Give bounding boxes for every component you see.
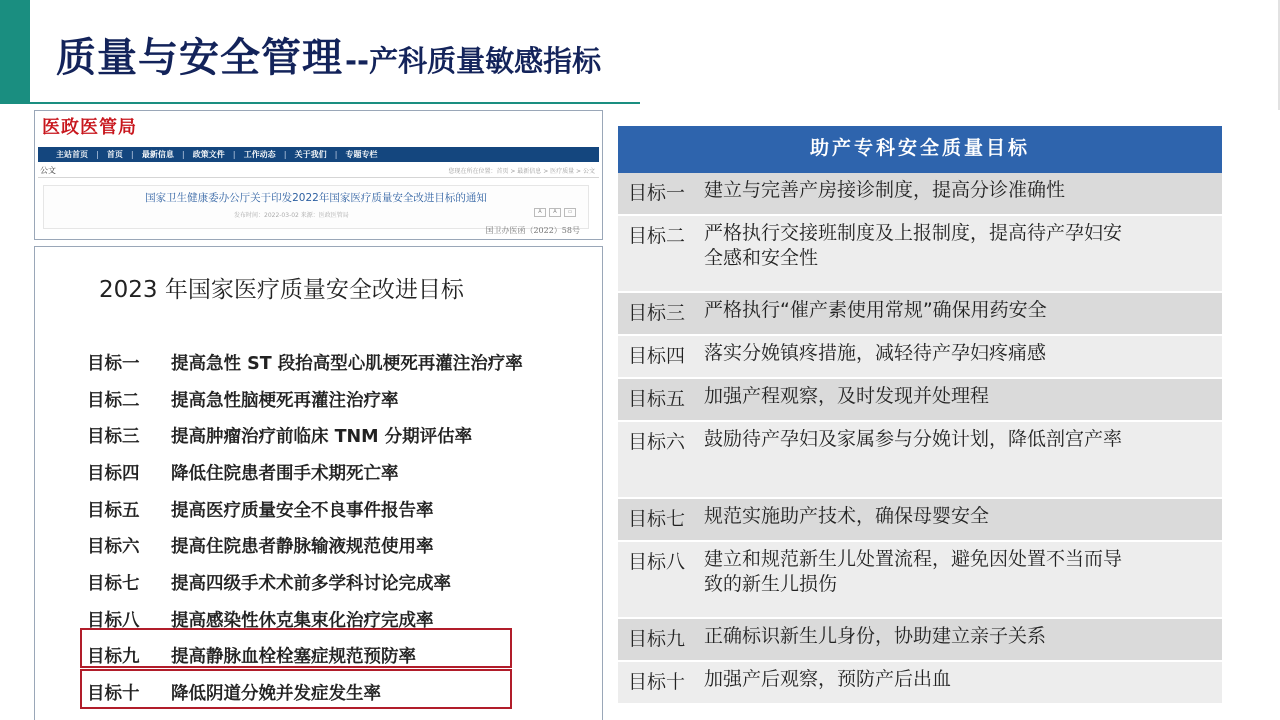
row-label: 目标五 bbox=[628, 388, 686, 410]
highlight-box-goal-9 bbox=[80, 628, 512, 668]
row-text: 严格执行交接班制度及上报制度，提高待产孕妇安全感和安全性 bbox=[704, 222, 1123, 269]
title-main: 质量与安全管理 bbox=[56, 35, 343, 81]
row-label: 目标六 bbox=[628, 431, 686, 453]
row-text: 正确标识新生儿身份，协助建立亲子关系 bbox=[704, 625, 1047, 647]
row-text: 建立和规范新生儿处置流程，避免因处置不当而导致的新生儿损伤 bbox=[704, 548, 1123, 595]
table-row bbox=[618, 542, 1222, 619]
goal-label: 目标十 bbox=[87, 684, 140, 705]
font-large-icon[interactable]: A bbox=[549, 208, 561, 217]
nav-item[interactable]: 专题专栏 bbox=[345, 150, 378, 159]
site-logo: 医政医管局 bbox=[42, 117, 137, 138]
nav-item[interactable]: 最新信息 bbox=[141, 150, 174, 159]
list-item bbox=[87, 381, 523, 418]
highlight-box-goal-10 bbox=[80, 669, 512, 709]
table-row bbox=[618, 619, 1222, 662]
site-breadcrumb-bar bbox=[38, 164, 599, 178]
website-screenshot bbox=[34, 110, 603, 240]
row-text: 加强产后观察，预防产后出血 bbox=[704, 668, 952, 690]
font-size-controls bbox=[534, 208, 576, 217]
print-icon[interactable]: ▭ bbox=[564, 208, 576, 217]
table-header: 助产专科安全质量目标 bbox=[618, 126, 1222, 173]
goal-text: 提高四级手术术前多学科讨论完成率 bbox=[171, 573, 451, 594]
notice-box bbox=[43, 185, 589, 229]
list-item bbox=[87, 417, 523, 454]
list-item bbox=[87, 564, 523, 601]
goal-label: 目标九 bbox=[87, 647, 140, 668]
accent-bar bbox=[0, 0, 30, 104]
table-row bbox=[618, 499, 1222, 542]
table-row bbox=[618, 662, 1222, 705]
goal-label: 目标四 bbox=[87, 463, 140, 484]
font-small-icon[interactable]: A bbox=[534, 208, 546, 217]
goal-text: 降低住院患者围手术期死亡率 bbox=[171, 463, 399, 484]
goal-label: 目标一 bbox=[87, 353, 140, 374]
goal-text: 提高急性 ST 段抬高型心肌梗死再灌注治疗率 bbox=[171, 353, 523, 374]
row-label: 目标十 bbox=[628, 671, 686, 693]
goal-label: 目标三 bbox=[87, 427, 140, 448]
row-text: 落实分娩镇疼措施，减轻待产孕妇疼痛感 bbox=[704, 342, 1047, 364]
table-row bbox=[618, 173, 1222, 216]
row-label: 目标一 bbox=[628, 182, 686, 204]
site-nav: 主站首页 | 首页 | 最新信息 | 政策文件 | 工作动态 | 关于我们 | 专题专栏 bbox=[38, 147, 599, 162]
list-item bbox=[87, 454, 523, 491]
notice-title[interactable]: 国家卫生健康委办公厅关于印发2022年国家医疗质量安全改进目标的通知 bbox=[145, 192, 487, 204]
slide-title bbox=[56, 26, 601, 82]
row-text: 规范实施助产技术，确保母婴安全 bbox=[704, 505, 990, 527]
site-section-label: 公文 bbox=[40, 166, 56, 175]
nav-item[interactable]: 关于我们 bbox=[294, 150, 327, 159]
goal-text: 提高医疗质量安全不良事件报告率 bbox=[171, 500, 434, 521]
table-row bbox=[618, 422, 1222, 499]
list-item bbox=[87, 344, 523, 381]
table-row bbox=[618, 336, 1222, 379]
goal-text: 提高感染性休克集束化治疗完成率 bbox=[171, 610, 434, 631]
row-label: 目标三 bbox=[628, 302, 686, 324]
nav-item[interactable]: 政策文件 bbox=[192, 150, 225, 159]
goal-label: 目标二 bbox=[87, 390, 140, 411]
row-text: 鼓励待产孕妇及家属参与分娩计划，降低剖宫产率 bbox=[704, 428, 1123, 450]
goal-label: 目标八 bbox=[87, 610, 140, 631]
notice-meta: 发布时间：2022-03-02 来源：医政医管局 bbox=[234, 212, 349, 219]
document-heading: 2023 年国家医疗质量安全改进目标 bbox=[99, 277, 464, 303]
nav-item[interactable]: 工作动态 bbox=[243, 150, 276, 159]
row-text: 加强产程观察，及时发现并处理程 bbox=[704, 385, 990, 407]
goal-text: 提高静脉血栓栓塞症规范预防率 bbox=[171, 647, 416, 668]
row-label: 目标七 bbox=[628, 508, 686, 530]
table-row bbox=[618, 216, 1222, 293]
goal-label: 目标六 bbox=[87, 537, 140, 558]
list-item bbox=[87, 527, 523, 564]
doc-number: 国卫办医函（2022）58号 bbox=[485, 226, 580, 235]
row-label: 目标四 bbox=[628, 345, 686, 367]
goal-label: 目标五 bbox=[87, 500, 140, 521]
list-item bbox=[87, 491, 523, 528]
nav-item[interactable]: 首页 bbox=[106, 150, 123, 159]
table-row bbox=[618, 293, 1222, 336]
title-underline bbox=[30, 102, 640, 104]
midwifery-goals-table bbox=[618, 126, 1222, 705]
table-row bbox=[618, 379, 1222, 422]
row-text: 严格执行“催产素使用常规”确保用药安全 bbox=[704, 299, 1047, 321]
nav-item[interactable]: 主站首页 bbox=[56, 150, 88, 159]
goal-text: 提高住院患者静脉输液规范使用率 bbox=[171, 537, 434, 558]
row-label: 目标二 bbox=[628, 225, 686, 247]
row-label: 目标九 bbox=[628, 628, 686, 650]
row-text: 建立与完善产房接诊制度，提高分诊准确性 bbox=[704, 179, 1066, 201]
goal-text: 提高急性脑梗死再灌注治疗率 bbox=[171, 390, 399, 411]
goal-text: 降低阴道分娩并发症发生率 bbox=[171, 684, 381, 705]
site-breadcrumb: 您现在所在位置：首页 > 最新信息 > 医疗质量 > 公文 bbox=[448, 168, 595, 175]
goal-label: 目标七 bbox=[87, 573, 140, 594]
goal-text: 提高肿瘤治疗前临床 TNM 分期评估率 bbox=[171, 427, 473, 448]
title-sub: --产科质量敏感指标 bbox=[345, 44, 602, 78]
row-label: 目标八 bbox=[628, 551, 686, 573]
